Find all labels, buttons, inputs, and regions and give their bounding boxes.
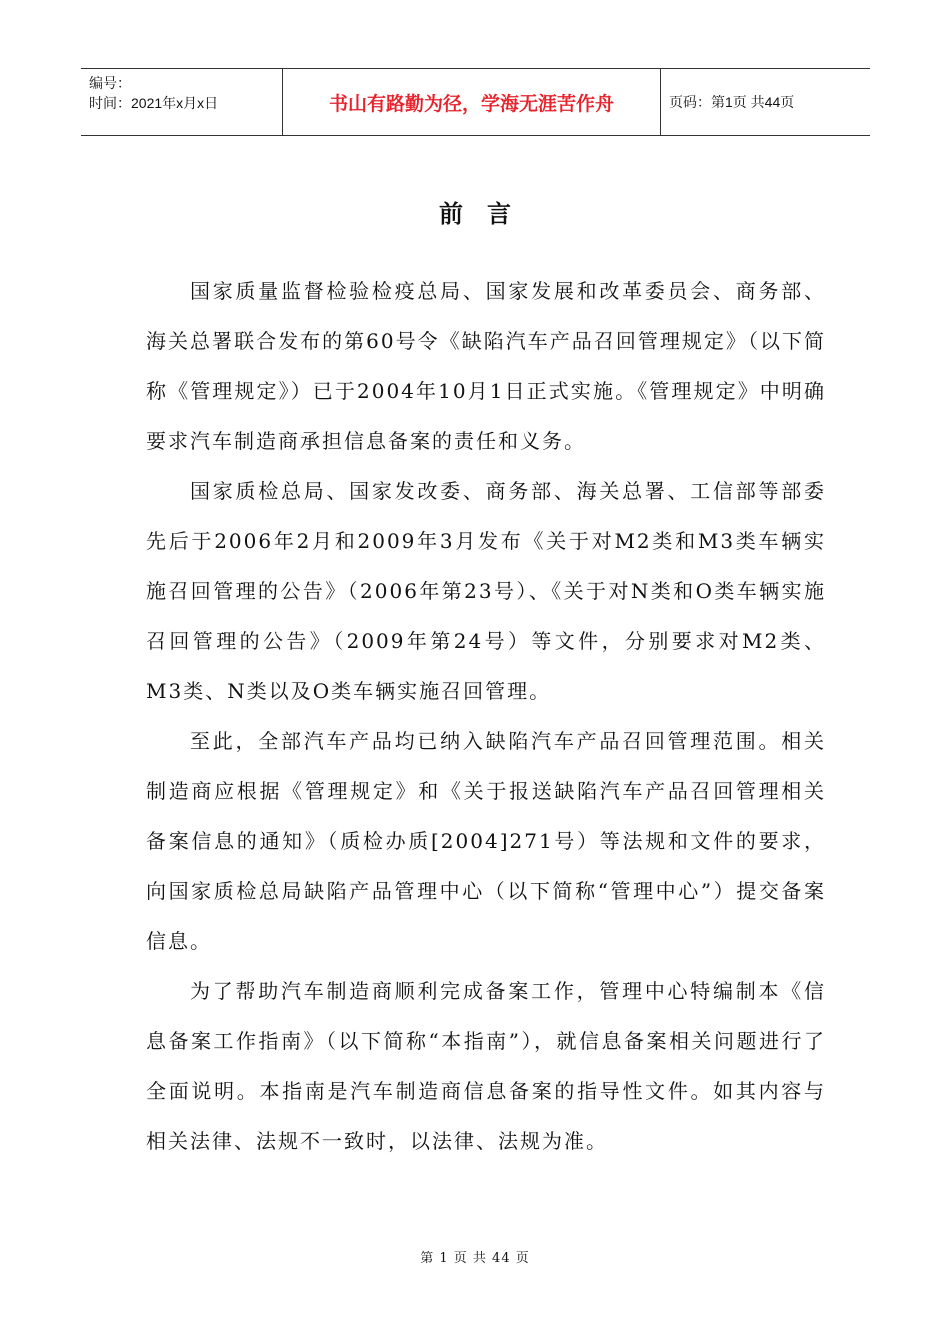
header-page-info: 页码：第1页 共44页 [669, 94, 795, 110]
document-body [146, 266, 826, 1166]
document-header [81, 68, 870, 136]
page-footer: 第 1 页 共 44 页 [420, 1251, 530, 1266]
paragraph: 至此，全部汽车产品均已纳入缺陷汽车产品召回管理范围。相关制造商应根据《管理规定》和《关于报送缺陷汽车产品召回管理相关备案信息的通知》（质检办质[2004]271号）等法规和文件的要求，向国家质检总局缺陷产品管理中心（以下简称“管理中心”）提交备案信息。 [146, 729, 826, 953]
paragraph: 国家质量监督检验检疫总局、国家发展和改革委员会、商务部、海关总署联合发布的第60号令《缺陷汽车产品召回管理规定》（以下简称《管理规定》）已于2004年10月1日正式实施。《管理规定》中明确要求汽车制造商承担信息备案的责任和义务。 [146, 279, 826, 453]
time-label: 时间：2021年x月x日 [89, 95, 219, 111]
page-title: 前言 [439, 200, 535, 228]
header-meta [81, 69, 283, 135]
number-label: 编号： [89, 75, 131, 91]
header-motto: 书山有路勤为径，学海无涯苦作舟 [283, 69, 661, 135]
paragraph: 为了帮助汽车制造商顺利完成备案工作，管理中心特编制本《信息备案工作指南》（以下简称“本指南”），就信息备案相关问题进行了全面说明。本指南是汽车制造商信息备案的指导性文件。如其内容与相关法律、法规不一致时，以法律、法规为准。 [146, 979, 826, 1153]
paragraph: 国家质检总局、国家发改委、商务部、海关总署、工信部等部委先后于2006年2月和2009年3月发布《关于对M2类和M3类车辆实施召回管理的公告》（2006年第23号）、《关于对N类和O类车辆实施召回管理的公告》（2009年第24号）等文件，分别要求对M2类、M3类、N类以及O类车辆实施召回管理。 [146, 479, 826, 703]
